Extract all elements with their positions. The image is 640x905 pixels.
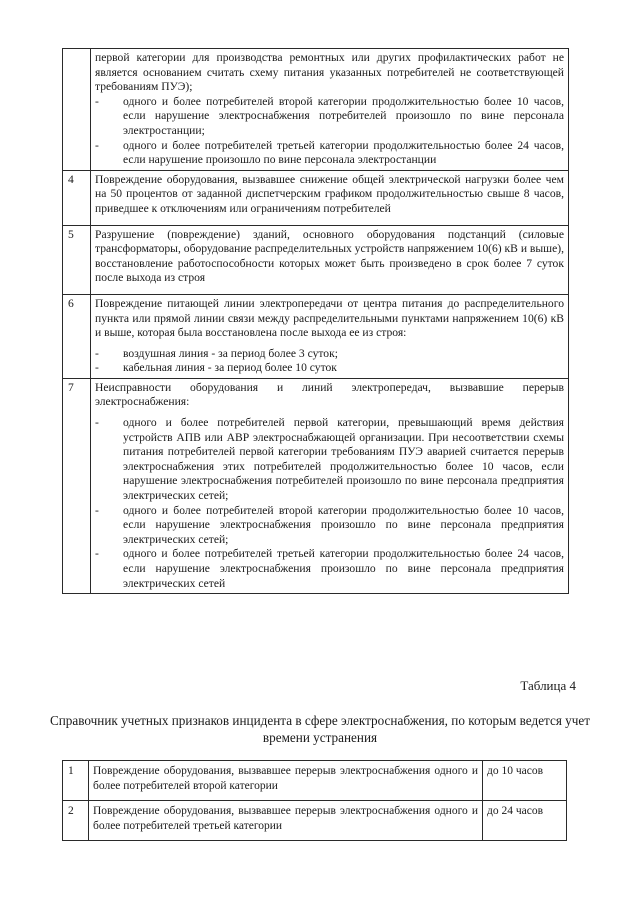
list-item-text: одного и более потребителей второй категории продолжительностью более 10 часов, если нарушение электроснабжения произошло по вине персонала предприятия электрических сетей; [123,503,564,546]
list-item [95,547,564,591]
row-number: 1 [63,761,89,801]
list-item-text: одного и более потребителей второй категории продолжительностью более 10 часов, если нарушение электроснабжения потребителей произошло по вине персонала электростанции; [123,94,564,137]
row-number: 2 [63,801,89,841]
list-item [95,347,564,362]
table-row [63,170,569,225]
row-number [63,49,91,171]
row-time: до 10 часов [483,761,567,801]
table-4 [62,760,567,841]
row-number: 5 [63,225,91,294]
row-text [91,225,569,294]
row-time: до 24 часов [483,801,567,841]
list-item-text: кабельная линия - за период более 10 суток [123,361,337,375]
row-paragraph: Разрушение (повреждение) зданий, основного оборудования подстанций (силовые трансформаторы, оборудование распределительных устройств напряжением 10(6) кВ и выше), восстановление работоспособности которых может быть произведено в срок более 7 суток после выхода из строя [95,227,565,285]
dash-marker: - [95,503,99,517]
list-item-text: одного и более потребителей третьей категории продолжительностью более 24 часов, если нарушение электроснабжения произошло по вине персонала предприятия электрических сетей [123,547,564,590]
table-row [63,225,569,294]
row-text [91,49,569,171]
dash-marker: - [95,138,99,152]
row-number: 7 [63,378,91,593]
list-item [95,95,564,139]
table-row [63,49,569,171]
row-number: 4 [63,170,91,225]
row-text [91,378,569,593]
row-paragraph: Неисправности оборудования и линий электропередач, вызвавшие перерыв электроснабжения: [95,380,564,409]
dash-marker: - [95,547,99,561]
row-text: Повреждение оборудования, вызвавшее перерыв электроснабжения одного и более потребителей третьей категории [89,801,483,841]
table-row [63,761,567,801]
list-item-text: одного и более потребителей первой категории, превышающий время действия устройств АПВ или АВР электроснабжающей организации. При несоответствии схемы питания потребителей первой категории требованиям ПУЭ аварией считается перерыв электроснабжения этих потребителей продолжительностью более 10 часов, если нарушение электроснабжения потребителей произошло по вине персонала предприятия электрических сетей; [123,416,564,503]
row-paragraph: первой категории для производства ремонтных или других профилактических работ не является основанием считать схему питания указанных потребителей не соответствующей требованиям ПУЭ); [95,51,564,94]
dash-marker: - [95,361,99,375]
dash-marker: - [95,346,99,360]
table-3 [62,48,569,594]
list-item [95,361,564,376]
list-item-text: одного и более потребителей третьей категории продолжительностью более 24 часов, если нарушение произошло по вине персонала электростанции [123,138,564,167]
row-paragraph: Повреждение оборудования, вызвавшее снижение общей электрической нагрузки более чем на 50 процентов от заданной диспетчерским графиком продолжительностью свыше 8 часов, приведшее к отключениям или ограничениям потребителей [95,172,564,215]
row-number: 6 [63,294,91,378]
table-title: Справочник учетных признаков инцидента в сфере электроснабжения, по которым ведется учет времени устранения [49,713,591,745]
table-row [63,801,567,841]
row-paragraph: Повреждение питающей линии электропередачи от центра питания до распределительного пункта или прямой линии связи между распределительными пунктами напряжением 10(6) кВ и выше, которая была восстановлена после выхода ее из строя: [95,296,564,340]
dash-marker: - [95,416,99,430]
table-row [63,378,569,593]
row-text [91,170,569,225]
table-caption: Таблица 4 [520,678,576,693]
row-text [91,294,569,378]
list-item [95,504,564,548]
row-text: Повреждение оборудования, вызвавшее перерыв электроснабжения одного и более потребителей второй категории [89,761,483,801]
dash-marker: - [95,94,99,108]
list-item-text: воздушная линия - за период более 3 суток; [123,346,338,360]
table-row [63,294,569,378]
list-item [95,139,564,168]
list-item [95,416,564,504]
